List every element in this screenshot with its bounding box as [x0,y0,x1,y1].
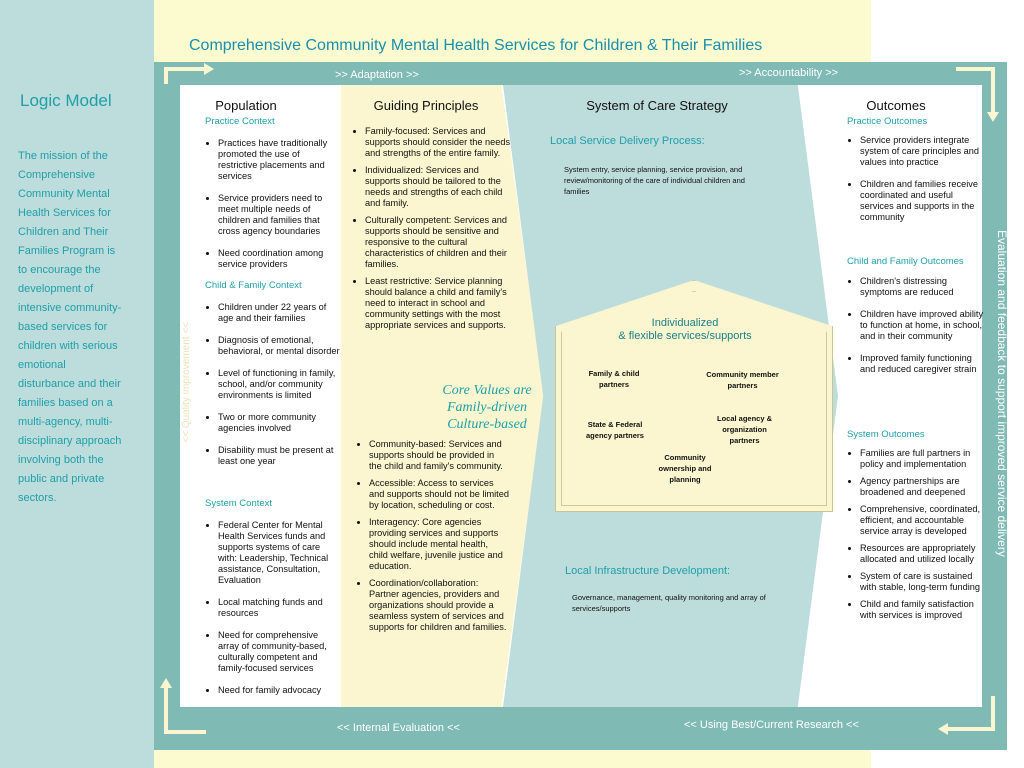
list-item: • Improved family functioning and reduced caregiver strain [860,353,986,375]
system-of-care-header: System of Care Strategy [586,98,728,113]
list-item: • Disability must be present at least one year [218,445,341,467]
list-item: • Community-based: Services and supports should be provided in the child and family's community. [369,439,509,472]
page-title: Comprehensive Community Mental Health Services for Children & Their Families [189,37,763,54]
adaptation-label: >> Adaptation >> [335,69,419,81]
system-context-list [205,520,341,707]
list-item: • Coordination/collaboration: Partner agencies, providers and organizations should provide a seamless system of services and supports for children and families. [369,578,509,633]
child-family-outcomes-label: Child and Family Outcomes [847,256,964,267]
core-values-line: Family-driven [446,400,528,415]
list-item: • Federal Center for Mental Health Services funds and supports systems of care with: Leadership, Technical assistance, Consultation, Evaluation [218,520,341,586]
house-title-line: Individualized [651,317,719,329]
list-item: • Accessible: Access to services and supports should not be limited by location, scheduling or cost. [369,478,509,511]
internal-evaluation-label: << Internal Evaluation << [337,722,460,734]
practice-outcomes-list [847,135,986,234]
list-item: • Agency partnerships are broadened and deepened [860,476,986,498]
guiding-principles-header: Guiding Principles [373,98,479,113]
list-item: • Need coordination among service providers [218,248,341,270]
house-title [595,317,775,343]
practice-context-list [205,138,341,281]
list-item: • Service providers need to meet multiple needs of children and families that cross agency boundaries [218,193,341,237]
list-item: • Practices have traditionally promoted the use of restrictive placements and services [218,138,341,182]
local-agency-partners: Local agency & organization partners [716,414,773,445]
population-header: Population [215,98,277,113]
child-family-outcomes-list [847,276,986,386]
core-values [432,382,542,433]
principles-top-list [352,126,513,337]
list-item: • Local matching funds and resources [218,597,341,619]
list-item: • Family-focused: Services and supports should consider the needs and strengths of the entire family. [365,126,513,159]
list-item: • Diagnosis of emotional, behavioral, or mental disorder [218,335,341,357]
practice-outcomes-label: Practice Outcomes [847,116,928,127]
list-item: • Need for comprehensive array of community-based, culturally competent and family-focused services [218,630,341,674]
list-item: • System of care is sustained with stable, long-term funding [860,571,986,593]
community-ownership: Community ownership and planning [658,453,712,484]
list-item: • Families are full partners in policy and implementation [860,448,986,470]
list-item: • Children and families receive coordinated and useful services and supports in the community [860,179,986,223]
arrow-bottom-right-icon [948,696,993,729]
infrastructure-label: Local Infrastructure Development: [565,565,731,577]
list-item: • Interagency: Core agencies providing services and supports should include mental health, child welfare, juvenile justice and education. [369,517,509,572]
family-child-partners: Family & child partners [588,369,640,389]
list-item: • Comprehensive, coordinated, efficient, and accountable service array is developed [860,504,986,537]
list-item: • Children's distressing symptoms are reduced [860,276,986,298]
child-family-context-list [205,302,341,478]
arrow-bottom-left-icon [166,688,206,732]
system-outcomes-list [847,448,986,627]
list-item: • Children have improved ability to function at home, in school, and in their community [860,309,986,342]
list-item: • Level of functioning in family, school, and/or community environments is limited [218,368,341,401]
arrow-top-right-icon [956,69,993,112]
accountability-label: >> Accountability >> [739,67,839,79]
list-item: • Least restrictive: Service planning should balance a child and family's need to interact in school and community settings with the most appropriate services and supports. [365,276,513,331]
list-item: • Culturally competent: Services and supports should be sensitive and responsive to the cultural characteristics of children and their families. [365,215,513,270]
local-service-label: Local Service Delivery Process: [550,135,705,147]
core-values-line: Culture-based [447,417,527,432]
infrastructure-text: Governance, management, quality monitoring and array of services/supports [572,593,766,613]
system-context-label: System Context [205,498,273,509]
arrow-top-left-icon [166,69,204,84]
logic-model-title: Logic Model [20,91,112,110]
list-item: • Resources are appropriately allocated and utilized locally [860,543,986,565]
outcomes-header: Outcomes [866,98,926,113]
local-service-text: System entry, service planning, service provision, and review/monitoring of the care of individual children and families [564,165,745,196]
list-item: • Child and family satisfaction with services is improved [860,599,986,621]
list-item: • Individualized: Services and supports should be tailored to the needs and strengths of each child and family. [365,165,513,209]
best-research-label: << Using Best/Current Research << [684,719,859,731]
evaluation-feedback-label: Evaluation and feedback to support improved service delivery [995,230,1009,557]
child-family-context-label: Child & Family Context [205,280,302,291]
list-item: • Two or more community agencies involved [218,412,341,434]
community-member-partners: Community member partners [706,370,779,390]
practice-context-label: Practice Context [205,116,275,127]
list-item: • Children under 22 years of age and their families [218,302,341,324]
state-federal-partners: State & Federal agency partners [586,420,644,440]
list-item: • Need for family advocacy [218,685,341,696]
mission-statement: The mission of the Comprehensive Community Mental Health Services for Children and Their Families Program is to encourage the development of intensive community-based services for children with serious emotional disturbance and their families based on a multi-agency, multi-disciplinary approach involving both the public and private sectors. [18,150,122,504]
list-item: • Service providers integrate system of care principles and values into practice [860,135,986,168]
system-outcomes-label: System Outcomes [847,429,925,440]
house-title-line: & flexible services/supports [618,330,752,342]
quality-improvement-label: << Quality improvement << [181,322,192,443]
principles-bottom-list [356,439,509,639]
core-values-line: Core Values are [442,383,532,398]
